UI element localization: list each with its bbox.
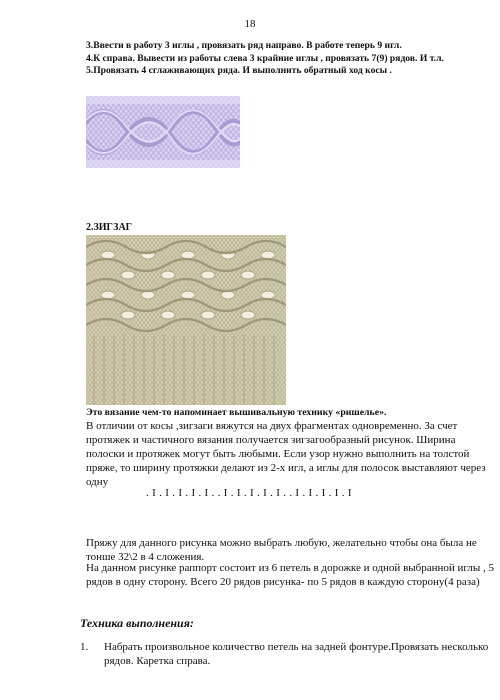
step-4: 4.К справа. Вывести из работы слева 3 крайние иглы , провязать 7(9) рядов. И т.л. — [86, 52, 444, 64]
paragraph-intro: В отличии от косы ,зигзаги вяжутся на двух фрагментах одновременно. За счет протяжек и частичного вязания получается зигзагообразный рисунок. Ширина полоски и протяжек могут быть любыми. Если узор нужно выполнить на толстой пряже, то ширину протяжки делают из 2-х игл, а иглы для полосок выставляют через одну — [86, 420, 486, 488]
steps-list — [86, 40, 486, 78]
cable-knit-photo — [86, 96, 240, 168]
paragraph-yarn: Пряжу для данного рисунка можно выбрать любую, желательно чтобы она была не тонше 32\2 в 4 сложения. — [86, 537, 477, 563]
step-3: 3.Ввести в работу 3 иглы , провязать ряд направо. В работе теперь 9 игл. — [86, 40, 402, 51]
list-item — [80, 640, 490, 668]
step-5: 5.Провязать 4 сглаживающих ряда. И выполнить обратный ход косы . — [86, 65, 392, 76]
needle-pattern: . I . I . I . I . I . . I . I . I . I . I . . I . I . I . I . I — [146, 487, 352, 499]
photo-caption: Это вязание чем-то напоминает вышивальную технику «ришелье». — [86, 407, 387, 418]
list-item-text: Набрать произвольное количество петель на задней фонтуре.Провязать несколько рядов. Каретка справа. — [104, 641, 489, 667]
paragraph-repeat: На данном рисунке раппорт состоит из 6 петель в дорожке и одной выбранной иглы , 5 рядов в одну сторону. Всего 20 рядов рисунка- по 5 рядов в каждую сторону(4 раза) — [86, 562, 495, 588]
zigzag-knit-photo — [86, 235, 286, 405]
section-heading: 2.ЗИГЗАГ — [86, 222, 133, 233]
page-number: 18 — [244, 18, 256, 30]
technique-heading: Техника выполнения: — [80, 616, 194, 630]
list-item-number: 1. — [80, 641, 89, 653]
instructions-list — [80, 640, 490, 668]
